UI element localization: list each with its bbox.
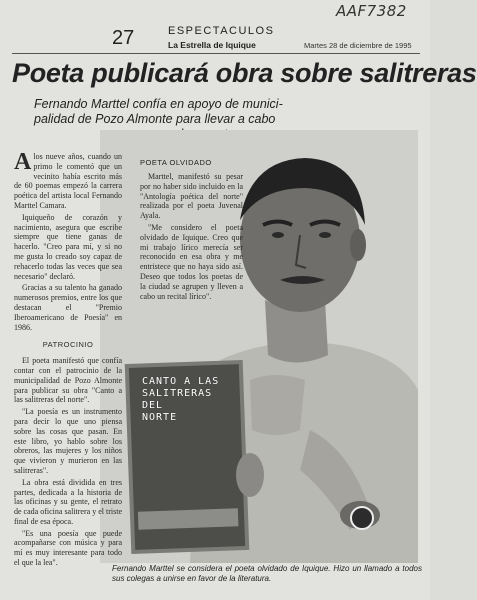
section-label-patrocinio: PATROCINIO: [42, 340, 94, 350]
paragraph: La obra está dividida en tres partes, dedicada a la historia de las oficinas y su gente, el retrato de cada oficina salitrera y el triste final de esa época.: [14, 477, 122, 526]
book-title-line: NORTE: [142, 412, 178, 423]
paragraph: Iquiqueño de corazón y nacimiento, asegura que escribe siempre que tiene ganas de hacerlo. "Creo para mí, y si no me gusta lo creado soy capaz de rehacerlo todas las veces que sea necesario" declaró.: [14, 212, 122, 281]
paragraph: El poeta manifestó que confía contar con el patrocinio de la municipalidad de Pozo Almonte para publicar su obra "Canto a las salitreras del norte".: [14, 356, 122, 405]
headline: Poeta publicará obra sobre salitreras: [12, 58, 477, 88]
paragraph: "Es una poesía que puede acompañarse con música y para mí es muy interesante para todo el que la lea".: [14, 528, 122, 568]
publication-date: Martes 28 de diciembre de 1995: [304, 41, 412, 50]
header-rule: [12, 53, 420, 54]
book-cover-title: [142, 376, 232, 424]
newspaper-name: La Estrella de Iquique: [168, 40, 256, 50]
handwritten-reference: AAF7382: [336, 2, 407, 20]
book-title-line: SALITRERAS DEL: [142, 388, 213, 411]
book-title-line: CANTO A LAS: [142, 376, 220, 387]
section-name: ESPECTACULOS: [168, 25, 275, 37]
subhead-line: palidad de Pozo Almonte para llevar a cabo: [34, 112, 276, 126]
article-column-2: [140, 172, 243, 303]
paragraph: Alos nueve años, cuando un primo le comentó que un vecinito había escrito más de 60 poemas empezó la carrera poética del artista local Fernando Marttel Camara.: [14, 149, 122, 210]
article-column-1: [14, 149, 122, 570]
page-number: 27: [112, 27, 135, 49]
section-label-poeta-olvidado: POETA OLVIDADO: [140, 158, 212, 167]
photo-caption: Fernando Marttel se considera el poeta olvidado de Iquique. Hizo un llamado a todos sus colegas a unirse en favor de la literatura.: [112, 564, 422, 583]
paragraph: Gracias a su talento ha ganado numerosos premios, entre los que destacan el "Premio Iberoamericano de Poesía" en 1986.: [14, 283, 122, 332]
paragraph: "Me considero el poeta olvidado de Iquique. Creo que mi trabajo lírico merecía ser reconocido en esa obra y me entristece que no haya sido así. Deseo que todos los poetas de la ciudad se agrupen y lleven a cabo un recital lírico".: [140, 222, 243, 301]
subhead-line: Fernando Marttel confía en apoyo de munici-: [34, 97, 283, 111]
paragraph: "La poesía es un instrumento para decir lo que uno piensa sobre las cosas que pasan. En este libro, yo hablo sobre los obreros, las mujeres y los niños que vivieron y murieron en las salitreras".: [14, 407, 122, 475]
paragraph: Marttel, manifestó su pesar por no haber sido incluido en la "Antología poética del norte" realizada por el poeta Juvenal Ayala.: [140, 172, 243, 221]
